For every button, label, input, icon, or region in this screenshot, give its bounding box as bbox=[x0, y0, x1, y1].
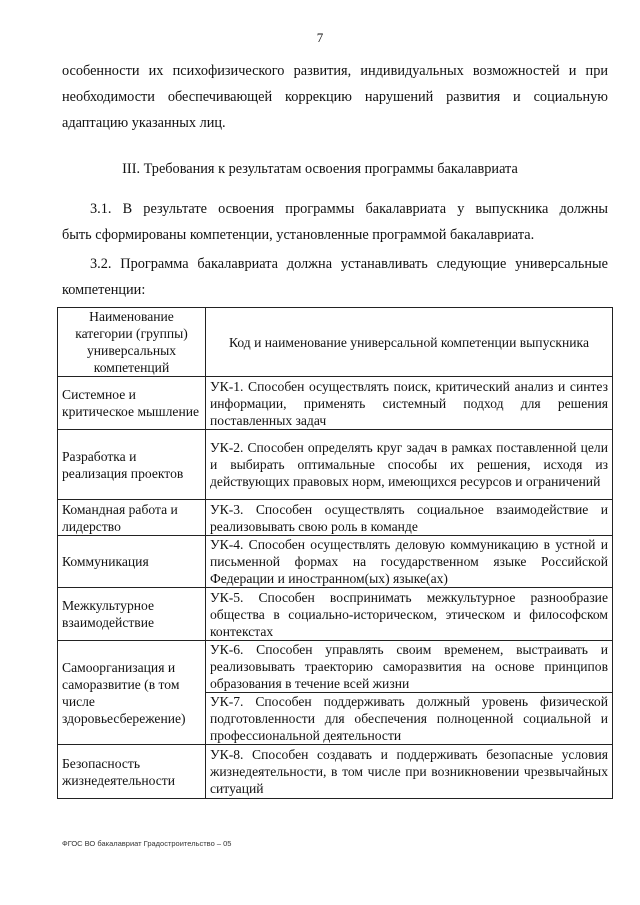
clause-3-1 bbox=[62, 196, 608, 248]
competency-cell: УК-4. Способен осуществлять деловую коммуникацию в устной и письменной формах на государственном языке Российской Федерации и иностранном(ых) языке(ах) bbox=[206, 536, 613, 588]
table-header-row bbox=[58, 308, 613, 377]
table-row bbox=[58, 430, 613, 500]
clause-3-2-line: компетенции: bbox=[62, 282, 146, 298]
page-number: 7 bbox=[316, 30, 324, 45]
header-category: Наименование категории (группы) универсальных компетенций bbox=[58, 308, 206, 377]
clause-3-2-line: 3.2. Программа бакалавриата должна устанавливать следующие универсальные bbox=[90, 256, 608, 272]
clause-3-1-line: быть сформированы компетенции, установленные программой бакалавриата. bbox=[62, 227, 535, 243]
intro-line: адаптацию указанных лиц. bbox=[62, 115, 226, 131]
competency-cell: УК-1. Способен осуществлять поиск, критический анализ и синтез информации, применять системный подход для решения поставленных задач bbox=[206, 377, 613, 430]
competency-cell: УК-8. Способен создавать и поддерживать безопасные условия жизнедеятельности, в том числе при возникновении чрезвычайных ситуаций bbox=[206, 745, 613, 799]
category-cell: Самоорганизация и саморазвитие (в том числе здоровьесбережение) bbox=[58, 641, 206, 745]
category-cell: Командная работа и лидерство bbox=[58, 500, 206, 536]
competency-cell: УК-5. Способен воспринимать межкультурное разнообразие общества в социально-историческом, этическом и философском контекстах bbox=[206, 588, 613, 641]
competency-cell: УК-2. Способен определять круг задач в рамках поставленной цели и выбирать оптимальные способы их решения, исходя из действующих правовых норм, имеющихся ресурсов и ограничений bbox=[206, 430, 613, 500]
table-row bbox=[58, 500, 613, 536]
category-cell: Безопасность жизнедеятельности bbox=[58, 745, 206, 799]
competency-cell: УК-7. Способен поддерживать должный уровень физической подготовленности для обеспечения полноценной социальной и профессиональной деятельности bbox=[206, 693, 613, 745]
category-cell: Коммуникация bbox=[58, 536, 206, 588]
table-row bbox=[58, 536, 613, 588]
intro-paragraph bbox=[62, 58, 608, 136]
competency-cell: УК-3. Способен осуществлять социальное взаимодействие и реализовывать свою роль в команде bbox=[206, 500, 613, 536]
category-cell: Межкультурное взаимодействие bbox=[58, 588, 206, 641]
intro-line: необходимости обеспечивающей коррекцию нарушений развития и социальную bbox=[62, 89, 608, 105]
table-row bbox=[58, 588, 613, 641]
clause-3-2 bbox=[62, 251, 608, 303]
header-competency: Код и наименование универсальной компетенции выпускника bbox=[206, 308, 613, 377]
competencies-table bbox=[57, 307, 613, 799]
table-row bbox=[58, 745, 613, 799]
table-row bbox=[58, 377, 613, 430]
competency-cell: УК-6. Способен управлять своим временем, выстраивать и реализовывать траекторию саморазвития на основе принципов образования в течение всей жизни bbox=[206, 641, 613, 693]
clause-3-1-line: 3.1. В результате освоения программы бакалавриата у выпускника должны bbox=[90, 201, 608, 217]
section-heading: III. Требования к результатам освоения программы бакалавриата bbox=[122, 161, 518, 177]
table-row bbox=[58, 641, 613, 693]
category-cell: Разработка и реализация проектов bbox=[58, 430, 206, 500]
page-footer: ФГОС ВО бакалавриат Градостроительство – 05 bbox=[62, 839, 232, 848]
intro-line: особенности их психофизического развития, индивидуальных возможностей и при bbox=[62, 63, 608, 79]
category-cell: Системное и критическое мышление bbox=[58, 377, 206, 430]
